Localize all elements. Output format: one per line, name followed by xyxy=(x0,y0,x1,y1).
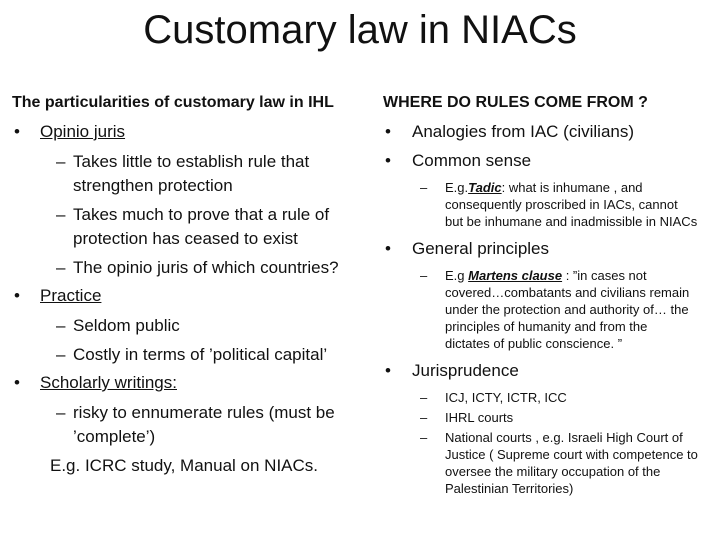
practice-item xyxy=(12,285,374,307)
dash: – xyxy=(56,205,66,224)
jurisprudence-item xyxy=(383,360,718,382)
sub-point xyxy=(12,150,374,198)
opinio-juris-item xyxy=(12,121,374,143)
jurisprudence-text: ICJ, ICTY, ICTR, ICC xyxy=(445,390,567,405)
example-line: under the protection and authority of… the xyxy=(445,302,689,317)
sub-point-text: Costly in terms of ’political capital’ xyxy=(73,345,328,364)
example-line: principles of humanity and from the xyxy=(445,319,648,334)
sub-point-text: Takes much to prove that a rule of protection has ceased to exist xyxy=(73,205,330,248)
dash: – xyxy=(56,316,66,335)
scholarly-item xyxy=(12,372,374,394)
sub-point xyxy=(12,401,374,449)
sub-point xyxy=(12,203,374,251)
bullet: • xyxy=(14,373,20,392)
jurisprudence-label: Jurisprudence xyxy=(412,361,519,380)
common-sense-example xyxy=(383,179,718,230)
slide-title: Customary law in NIACs xyxy=(143,8,577,52)
example-line: consequently proscribed in IACs, cannot xyxy=(445,197,678,212)
dash: – xyxy=(56,345,66,364)
dash: – xyxy=(56,258,66,277)
example-line: but be inhumane and inadmissible in NIACs xyxy=(445,214,698,229)
example-text: : ”in cases not xyxy=(565,268,647,283)
example-line: covered…combatants and civilians remain xyxy=(445,285,690,300)
dash: – xyxy=(56,403,66,422)
bullet: • xyxy=(14,122,20,141)
sub-point-text: risky to ennumerate rules (must be ’complete’) xyxy=(73,403,335,446)
common-sense-item xyxy=(383,150,718,172)
dash: – xyxy=(420,410,428,425)
example-prefix: E.g. xyxy=(445,180,469,195)
example-line: dictates of public conscience. ” xyxy=(445,336,623,351)
sub-point-text: Seldom public xyxy=(73,316,180,335)
clause-name: Martens clause xyxy=(468,268,563,283)
scholarly-label: Scholarly writings: xyxy=(40,373,177,392)
general-principles-example xyxy=(383,267,718,352)
bullet: • xyxy=(14,286,20,305)
general-principles-label: General principles xyxy=(412,239,550,258)
example-line xyxy=(445,267,718,284)
bullet: • xyxy=(385,122,391,141)
jurisprudence-point xyxy=(383,409,718,426)
sub-point xyxy=(12,256,374,280)
bullet: • xyxy=(385,239,391,258)
bullet: • xyxy=(385,361,391,380)
opinio-juris-label: Opinio juris xyxy=(40,122,126,141)
common-sense-label: Common sense xyxy=(412,151,532,170)
case-name: Tadic xyxy=(468,180,502,195)
jurisprudence-point xyxy=(383,389,718,406)
example-prefix: E.g xyxy=(445,268,465,283)
jurisprudence-text: IHRL courts xyxy=(445,410,514,425)
sub-point-text: Takes little to establish rule that strengthen protection xyxy=(73,152,310,195)
dash: – xyxy=(420,390,428,405)
dash: – xyxy=(420,180,428,195)
jurisprudence-text: National courts , e.g. Israeli High Court of Justice ( Supreme court with competence to oversee the military occupation of the Palestinian Territories) xyxy=(445,430,698,496)
example-text: : what is inhumane , and xyxy=(501,180,643,195)
left-column xyxy=(12,92,374,478)
bullet: • xyxy=(385,151,391,170)
jurisprudence-point xyxy=(383,429,718,497)
analogies-label: Analogies from IAC (civilians) xyxy=(412,122,635,141)
sub-point-text: The opinio juris of which countries? xyxy=(73,258,339,277)
sub-point xyxy=(12,343,374,367)
example-line xyxy=(445,179,718,196)
sub-point xyxy=(12,314,374,338)
dash: – xyxy=(420,268,428,283)
scholarly-example: E.g. ICRC study, Manual on NIACs. xyxy=(50,456,319,475)
right-heading: WHERE DO RULES COME FROM ? xyxy=(383,94,648,111)
right-column xyxy=(383,92,718,500)
general-principles-item xyxy=(383,238,718,260)
dash: – xyxy=(56,152,66,171)
left-heading: The particularities of customary law in IHL xyxy=(12,94,334,111)
analogies-item xyxy=(383,121,718,143)
dash: – xyxy=(420,430,428,445)
practice-label: Practice xyxy=(40,286,102,305)
